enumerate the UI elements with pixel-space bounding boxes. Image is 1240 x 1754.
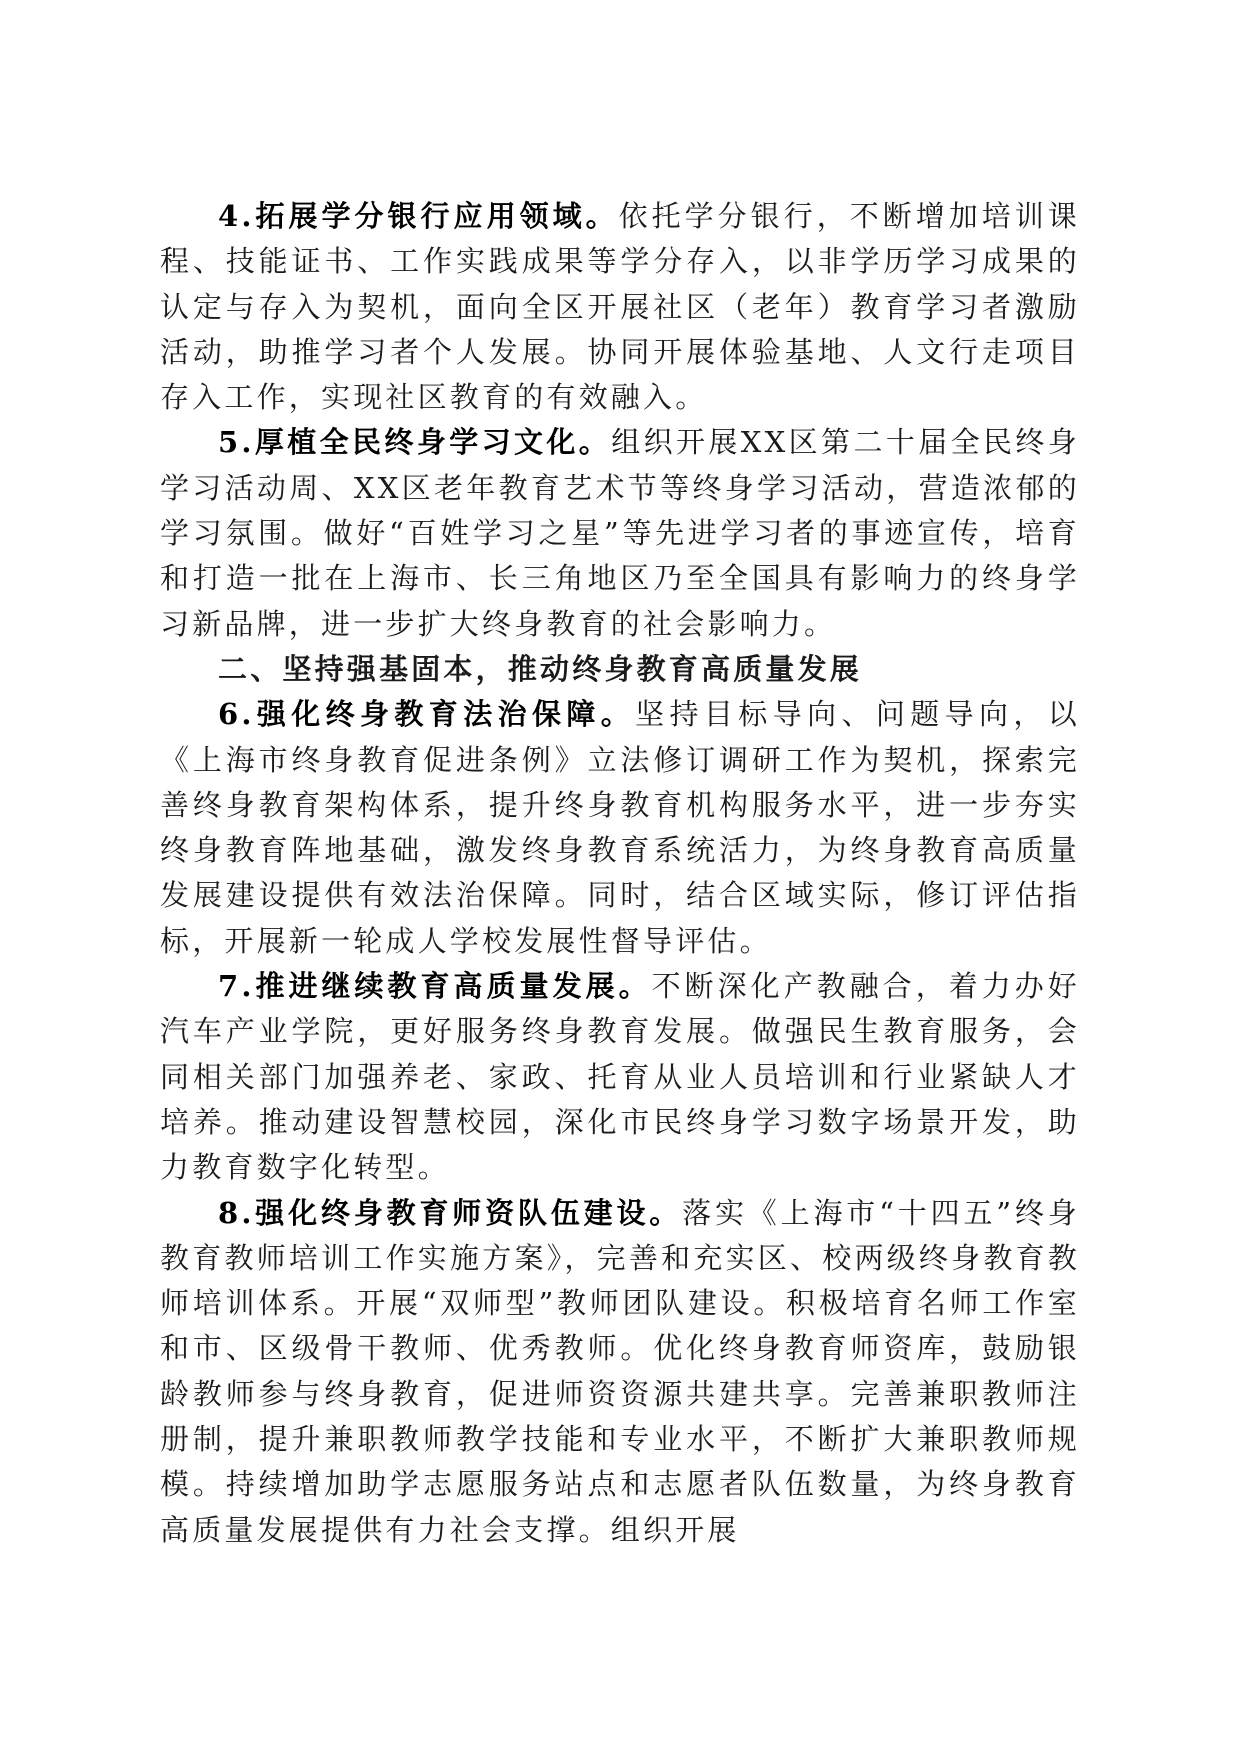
paragraph-lead: 8.强化终身教育师资队伍建设。 — [218, 1195, 683, 1230]
paragraph-8 — [160, 1191, 1080, 1553]
section-heading: 二、坚持强基固本，推动终身教育高质量发展 — [218, 651, 863, 686]
paragraph-body: 依托学分银行，不断增加培训课程、技能证书、工作实践成果等学分存入，以非学历学习成果的认定与存入为契机，面向全区开展社区（老年）教育学习者激励活动，助推学习者个人发展。协同开展体验基地、人文行走项目存入工作，实现社区教育的有效融入。 — [160, 199, 1080, 415]
paragraph-lead: 4.拓展学分银行应用领域。 — [218, 199, 619, 233]
paragraph-body: 落实《上海市“十四五”终身教育教师培训工作实施方案》，完善和充实区、校两级终身教育教师培训体系。开展“双师型”教师团队建设。积极培育名师工作室和市、区级骨干教师、优秀教师。优化终身教育师资库，鼓励银龄教师参与终身教育，促进师资资源共建共享。完善兼职教师注册制，提升兼职教师教学技能和专业水平，不断扩大兼职教师规模。持续增加助学志愿服务站点和志愿者队伍数量，为终身教育高质量发展提供有力社会支撑。组织开展 — [160, 1195, 1080, 1547]
paragraph-lead: 6.强化终身教育法治保障。 — [218, 697, 636, 732]
paragraph-7 — [160, 964, 1080, 1190]
paragraph-5 — [160, 420, 1080, 646]
paragraph-lead: 5.厚植全民终身学习文化。 — [218, 425, 612, 460]
paragraph-lead: 7.推进继续教育高质量发展。 — [218, 969, 652, 1004]
paragraph-4 — [160, 194, 1080, 420]
paragraph-6 — [160, 692, 1080, 964]
document-page — [160, 194, 1080, 1553]
paragraph-body: 组织开展XX区第二十届全民终身学习活动周、XX区老年教育艺术节等终身学习活动，营造浓郁的学习氛围。做好“百姓学习之星”等先进学习者的事迹宣传，培育和打造一批在上海市、长三角地区乃至全国具有影响力的终身学习新品牌，进一步扩大终身教育的社会影响力。 — [160, 425, 1081, 641]
paragraph-body: 坚持目标导向、问题导向，以《上海市终身教育促进条例》立法修订调研工作为契机，探索完善终身教育架构体系，提升终身教育机构服务水平，进一步夯实终身教育阵地基础，激发终身教育系统活力，为终身教育高质量发展建设提供有效法治保障。同时，结合区域实际，修订评估指标，开展新一轮成人学校发展性督导评估。 — [160, 697, 1080, 958]
paragraph-body: 不断深化产教融合，着力办好汽车产业学院，更好服务终身教育发展。做强民生教育服务，会同相关部门加强养老、家政、托育从业人员培训和行业紧缺人才培养。推动建设智慧校园，深化市民终身学习数字场景开发，助力教育数字化转型。 — [160, 969, 1080, 1185]
